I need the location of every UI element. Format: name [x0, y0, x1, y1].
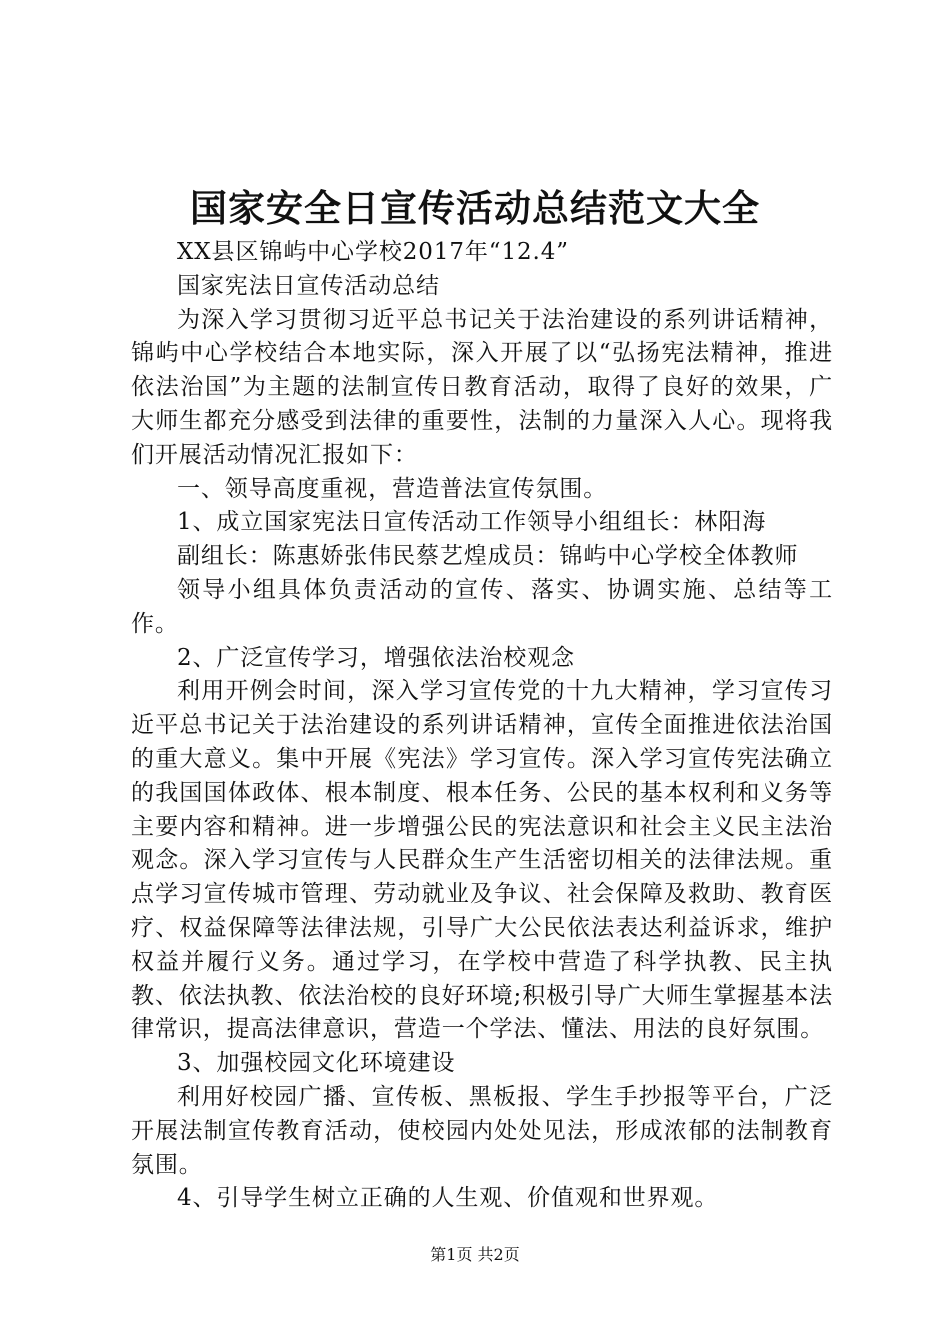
paragraph-section-1-heading: 一、领导高度重视，营造普法宣传氛围。 [177, 475, 608, 502]
paragraph-item-3: 3、加强校园文化环境建设 [177, 1050, 456, 1077]
paragraph-study-details: 利用开例会时间，深入学习宣传党的十九大精神，学习宣传习近平总书记关于法治建设的系列讲话精神，宣传全面推进依法治国的重大意义。集中开展《宪法》学习宣传。深入学习宣传宪法确立的我国国体政体、根本制度、根本任务、公民的基本权利和义务等主要内容和精神。进一步增强公民的宪法意识和社会主义民主法治观念。深入学习宣传与人民群众生产生活密切相关的法律法规。重点学习宣传城市管理、劳动就业及争议、社会保障及救助、教育医疗、权益保障等法律法规，引导广大公民依法表达利益诉求，维护权益并履行义务。通过学习，在学校中营造了科学执教、民主执教、依法执教、依法治校的良好环境;积极引导广大师生掌握基本法律常识，提高法律意识，营造一个学法、懂法、用法的良好氛围。 [131, 678, 833, 1043]
paragraph-intro: 为深入学习贯彻习近平总书记关于法治建设的系列讲话精神，锦屿中心学校结合本地实际，深入开展了以“弘扬宪法精神，推进依法治国”为主题的法制宣传日教育活动，取得了良好的效果，广大师生都充分感受到法律的重要性，法制的力量深入人心。现将我们开展活动情况汇报如下： [131, 306, 833, 468]
paragraph-deputy-members: 副组长：陈惠娇张伟民蔡艺煌成员：锦屿中心学校全体教师 [177, 543, 799, 570]
document-body [131, 236, 833, 1216]
paragraph-item-2: 2、广泛宣传学习，增强依法治校观念 [177, 644, 575, 671]
paragraph-report-subtitle: 国家宪法日宣传活动总结 [177, 272, 440, 299]
paragraph-group-duties: 领导小组具体负责活动的宣传、落实、协调实施、总结等工作。 [131, 576, 833, 637]
page-footer: 第1页 共2页 [430, 1245, 520, 1264]
paragraph-school-heading: XX县区锦屿中心学校2017年“12.4” [177, 239, 569, 265]
paragraph-item-1: 1、成立国家宪法日宣传活动工作领导小组组长：林阳海 [177, 509, 767, 536]
paragraph-campus-culture: 利用好校园广播、宣传板、黑板报、学生手抄报等平台，广泛开展法制宣传教育活动，使校园内处处见法，形成浓郁的法制教育氛围。 [131, 1083, 833, 1178]
document-title: 国家安全日宣传活动总结范文大全 [190, 186, 760, 230]
paragraph-item-4: 4、引导学生树立正确的人生观、价值观和世界观。 [177, 1185, 719, 1212]
